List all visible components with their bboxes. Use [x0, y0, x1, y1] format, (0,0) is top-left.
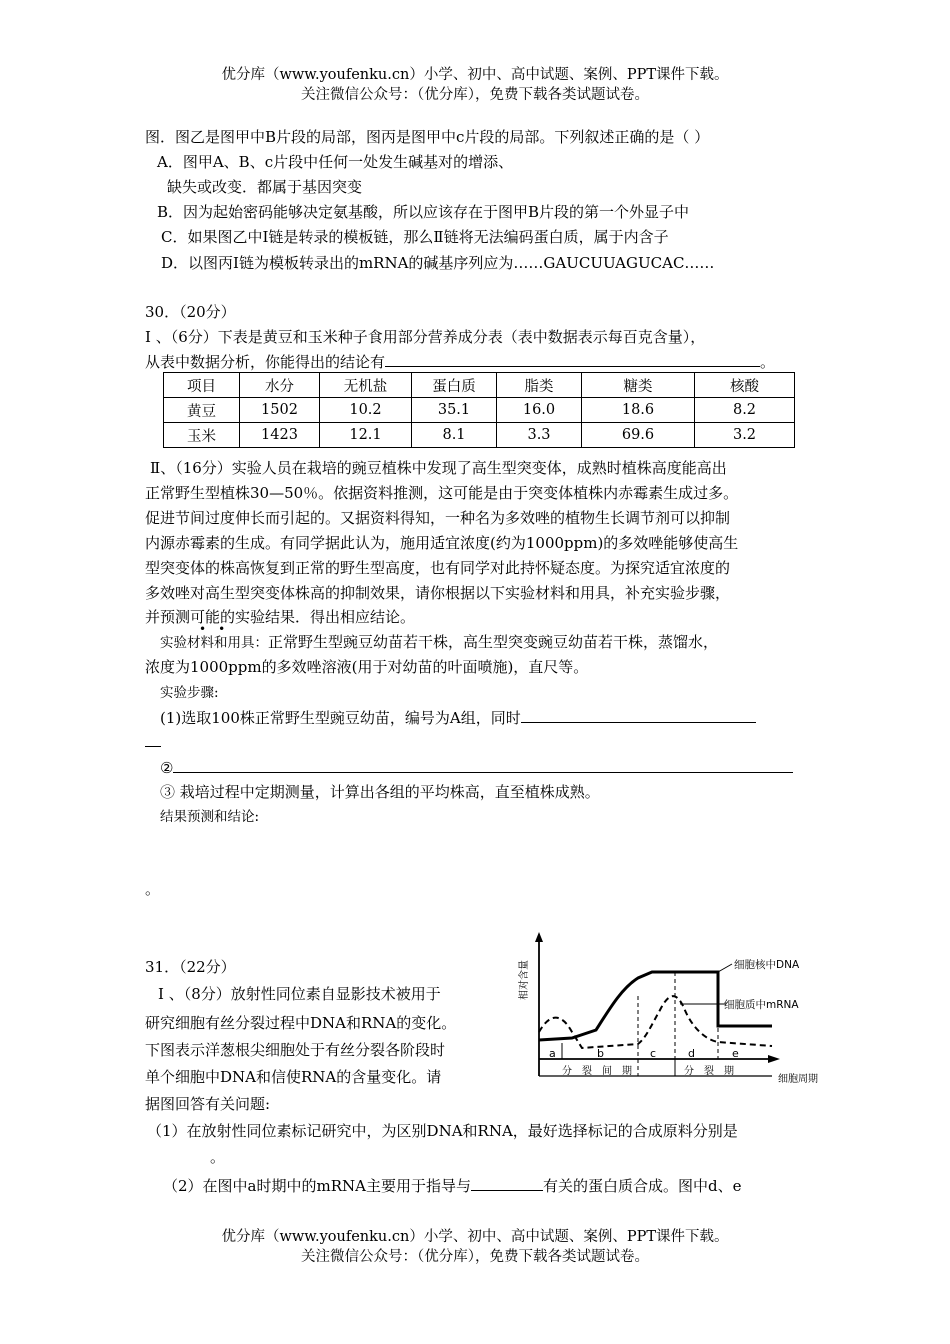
q30-part2-line: 多效唑对高生型突变体株高的抑制效果，请你根据以下实验材料和用具，补充实验步骤， — [145, 584, 731, 602]
table-cell: 12.1 — [320, 423, 412, 448]
table-cell: 10.2 — [320, 398, 412, 423]
q31-text-line: 下图表示洋葱根尖细胞处于有丝分裂各阶段时 — [145, 1041, 446, 1059]
table-cell: 8.2 — [695, 398, 795, 423]
q31-text-line: 据图回答有关问题: — [145, 1095, 271, 1113]
table-header-cell: 蛋白质 — [412, 373, 497, 398]
q29-option-a-1: A．图甲A、B、c片段中任何一处发生碱基对的增添、 — [157, 153, 514, 171]
q29-option-a-2: 缺失或改变．都属于基因突变 — [167, 178, 363, 196]
division-label: 分 裂 期 — [684, 1066, 734, 1077]
materials-text-1: 正常野生型豌豆幼苗若干株，高生型突变豌豆幼苗若干株，蒸馏水， — [268, 633, 719, 651]
q29-option-d: D．以图丙Ⅰ链为模板转录出的mRNA的碱基序列应为……GAUCUUAGUCAC…… — [161, 254, 715, 272]
q30-part2-line: 并预测可能的实验结果．得出相应结论。 — [145, 608, 416, 626]
q29-option-b: B．因为起始密码能够决定氨基酸，所以应该存在于图甲B片段的第一个外显子中 — [157, 203, 690, 221]
q31-question-1: （1）在放射性同位素标记研究中，为区别DNA和RNA，最好选择标记的合成原料分别是 — [147, 1122, 738, 1140]
table-cell: 1502 — [240, 398, 320, 423]
dna-label: 细胞核中DNA — [734, 959, 800, 971]
step1-text: (1)选取100株正常野生型豌豆幼苗，编号为A组，同时 — [160, 709, 521, 727]
q2-text-b: 有关的蛋白质合成。图中d、e — [542, 1177, 742, 1195]
q30-title: 30．（20分） — [145, 303, 236, 321]
q31-question-1-end: 。 — [210, 1148, 226, 1166]
table-cell: 3.3 — [497, 423, 582, 448]
q31-question-2 — [163, 1174, 741, 1197]
footer-line-2: 关注微信公众号：（优分库），免费下载各类试题试卷。 — [301, 1249, 649, 1265]
header-line-1: 优分库（www.youfenku.cn）小学、初中、高中试题、案例、PPT课件下载。 — [221, 67, 729, 83]
q30-part2-line: 正常野生型植株30—50％。依据资料推测，这可能是由于突变体植株内赤霉素生成过多。 — [145, 484, 739, 502]
table-header-cell: 糖类 — [582, 373, 695, 398]
mrna-label: 细胞质中mRNA — [724, 999, 799, 1011]
header-line-2: 关注微信公众号：（优分库），免费下载各类试题试卷。 — [301, 87, 649, 103]
q2-text-a: （2）在图中a时期中的mRNA主要用于指导与 — [163, 1177, 471, 1195]
table-cell: 16.0 — [497, 398, 582, 423]
phase-label: a — [549, 1047, 556, 1060]
table-header-cell: 脂类 — [497, 373, 582, 398]
x-axis-arrow — [768, 1055, 780, 1063]
nutrition-table — [163, 372, 795, 448]
q30-part1-line1: Ⅰ 、（6分）下表是黄豆和玉米种子食用部分营养成分表（表中数据表示每百克含量）， — [145, 328, 706, 346]
answer-blank[interactable] — [173, 756, 793, 773]
step2-marker: ② — [160, 759, 174, 777]
table-header-row — [164, 373, 795, 398]
table-cell: 1423 — [240, 423, 320, 448]
table-row — [164, 423, 795, 448]
dna-rna-chart — [510, 928, 840, 1088]
q30-step1 — [160, 706, 756, 729]
q29-stem: 图．图乙是图甲中B片段的局部，图丙是图甲中c片段的局部。下列叙述正确的是（ ） — [145, 128, 710, 146]
q31-title: 31．（22分） — [145, 958, 236, 976]
table-cell: 69.6 — [582, 423, 695, 448]
table-cell: 玉米 — [164, 423, 240, 448]
table-cell: 黄豆 — [164, 398, 240, 423]
q30-step3: ③ 栽培过程中定期测量，计算出各组的平均株高，直至植株成熟。 — [160, 783, 600, 801]
table-cell: 35.1 — [412, 398, 497, 423]
q31-text-line: Ⅰ 、（8分）放射性同位素自显影技术被用于 — [158, 985, 441, 1003]
q29-option-c: C．如果图乙中Ⅰ链是转录的模板链，那么Ⅱ链将无法编码蛋白质，属于内含子 — [161, 228, 669, 246]
result-label: 结果预测和结论: — [160, 809, 260, 825]
table-row — [164, 398, 795, 423]
y-axis-label: 相对含量 — [519, 960, 530, 1000]
phase-label: e — [732, 1047, 739, 1060]
dna-pointer — [718, 964, 732, 972]
q30-materials-2: 浓度为1000ppm的多效唑溶液(用于对幼苗的叶面喷施)，直尺等。 — [145, 658, 589, 676]
answer-blank-continuation[interactable] — [145, 746, 161, 747]
phase-label: d — [688, 1047, 695, 1060]
table-header-cell: 无机盐 — [320, 373, 412, 398]
table-header-cell: 核酸 — [695, 373, 795, 398]
q31-text-line: 研究细胞有丝分裂过程中DNA和RNA的变化。 — [145, 1014, 457, 1032]
answer-blank[interactable] — [521, 706, 756, 723]
q30-end-mark: 。 — [145, 880, 161, 898]
materials-label: 实验材料和用具： — [160, 635, 268, 651]
q30-part1-line2 — [145, 350, 775, 373]
footer-line-1: 优分库（www.youfenku.cn）小学、初中、高中试题、案例、PPT课件下载。 — [221, 1229, 729, 1245]
table-header-cell: 水分 — [240, 373, 320, 398]
table-cell: 18.6 — [582, 398, 695, 423]
q30-step2 — [160, 756, 793, 779]
q30-part2-line: 促进节间过度伸长而引起的。又据资料得知，一种名为多效唑的植物生长调节剂可以抑制 — [145, 509, 731, 527]
interphase-label: 分 裂 间 期 — [562, 1066, 632, 1077]
x-axis-label: 细胞周期 — [778, 1074, 818, 1085]
y-axis-arrow — [535, 932, 543, 942]
steps-label: 实验步骤: — [160, 685, 219, 701]
emphasis-dots: • • — [199, 622, 226, 636]
phase-label: c — [650, 1047, 657, 1060]
phase-label: b — [597, 1047, 604, 1060]
table-header-cell: 项目 — [164, 373, 240, 398]
q31-text-line: 单个细胞中DNA和信使RNA的含量变化。请 — [145, 1068, 442, 1086]
q30-part2-line: 型突变体的株高恢复到正常的野生型高度，也有同学对此持怀疑态度。为探究适宜浓度的 — [145, 559, 731, 577]
table-cell: 8.1 — [412, 423, 497, 448]
q30-part1-end: 。 — [760, 353, 776, 371]
q30-part1-prompt: 从表中数据分析，你能得出的结论有 — [145, 353, 386, 371]
q30-materials-1 — [160, 631, 718, 654]
answer-blank[interactable] — [471, 1174, 543, 1191]
table-cell: 3.2 — [695, 423, 795, 448]
q30-part2-line: 内源赤霉素的生成。有同学据此认为，施用适宜浓度(约为1000ppm)的多效唑能够使高生 — [145, 534, 739, 552]
q30-part2-line: Ⅱ、（16分）实验人员在栽培的豌豆植株中发现了高生型突变体，成熟时植株高度能高出 — [150, 459, 727, 477]
answer-blank[interactable] — [385, 350, 760, 367]
